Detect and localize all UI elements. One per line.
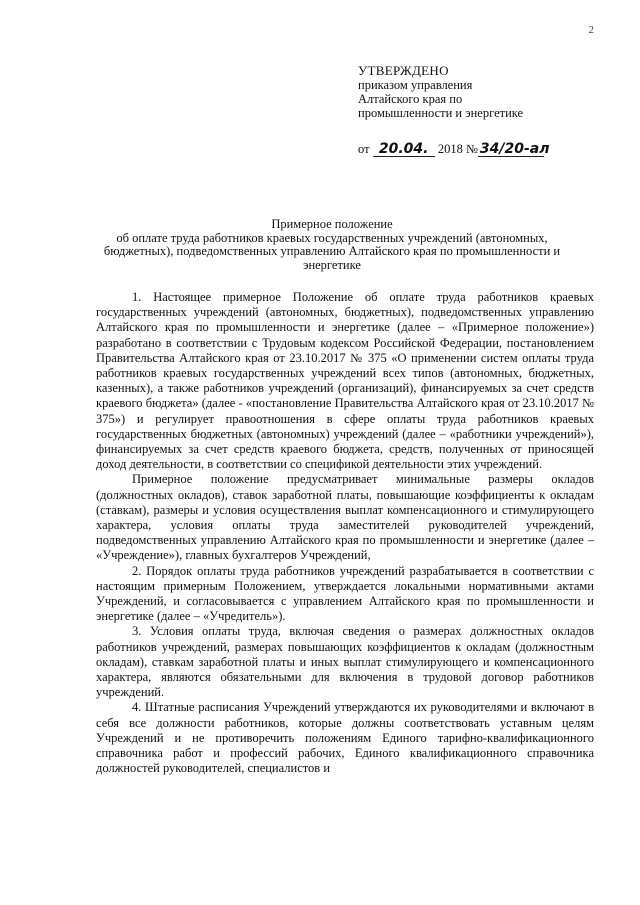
approval-heading: УТВЕРЖДЕНО (358, 63, 449, 78)
title-line-1: Примерное положение (271, 217, 393, 231)
paragraph: Примерное положение предусматривает минимальные размеры окладов (должностных окладов), ставок заработной платы, повышающие коэффициенты к окладам (ставкам), размеры и условия осуществления выплат компенсационного и стимулирующего характера, условия оплаты труда заместителей руководителей учреждений, подведомственных управлению Алтайского края по промышленности и энергетике (далее – «Учреждение»), главных бухгалтеров Учреждений, (96, 472, 594, 563)
approval-date-line (358, 142, 618, 157)
paragraph: 3. Условия оплаты труда, включая сведения о размерах должностных окладов работников учреждений, размерах повышающих коэффициентов к окладам (должностным окладам), ставкам заработной платы и иных выплат стимулирующего и компенсационного характера, являются обязательными для включения в трудовой договор работников учреждений. (96, 624, 594, 700)
year-text: 2018 № (437, 142, 478, 156)
paragraph: 2. Порядок оплаты труда работников учреждений разрабатывается в соответствии с настоящим примерным Положением, утверждается локальными нормативными актами Учреждений, и согласовывается с управлением Алтайского края по промышленности и энергетике (далее – «Учредитель»). (96, 563, 594, 624)
page-number: 2 (588, 24, 594, 36)
approval-line: приказом управления (358, 78, 473, 92)
document-body (96, 290, 594, 777)
handwritten-date: 20.04. (373, 143, 435, 157)
paragraph: 4. Штатные расписания Учреждений утверждаются их руководителями и включают в себя все должности работников, которые должны соответствовать уставным целям Учреждений и не противоречить положениям Единого тарифно-квалификационного справочника работ и профессий рабочих, Единого квалификационного справочника должностей руководителей, специалистов и (96, 700, 594, 776)
date-prefix: от (358, 142, 370, 156)
document-title (92, 218, 572, 272)
approval-line: промышленности и энергетике (358, 106, 524, 120)
title-line-2: об оплате труда работников краевых государственных учреждений (автономных, бюджетных), подведомственных управлению Алтайского края по промышленности и энергетике (103, 230, 561, 272)
approval-line: Алтайского края по (358, 92, 463, 106)
paragraph: 1. Настоящее примерное Положение об оплате труда работников краевых государственных учреждений (автономных, бюджетных), подведомственных управлению Алтайского края по промышленности и энергетике (далее – «Примерное положение») разработано в соответствии с Трудовым кодексом Российской Федерации, постановлением Правительства Алтайского края от 23.10.2017 № 375 «О применении систем оплаты труда работников краевых государственных учреждений всех типов (автономных, бюджетных, казенных), а также работников учреждений (организаций), финансируемых за счет средств краевого бюджета» (далее - «постановление Правительства Алтайского края от 23.10.2017 № 375») и регулирует правоотношения в сфере оплаты труда работников краевых государственных бюджетных (автономных) учреждений (далее – «работники учреждений»), финансируемых за счет средств краевого бюджета, средств, полученных от приносящей доход деятельности, в соответствии со спецификой деятельности этих учреждений. (96, 290, 594, 472)
approval-stamp (358, 64, 618, 157)
handwritten-order-number: 34/20-ал (479, 141, 550, 157)
